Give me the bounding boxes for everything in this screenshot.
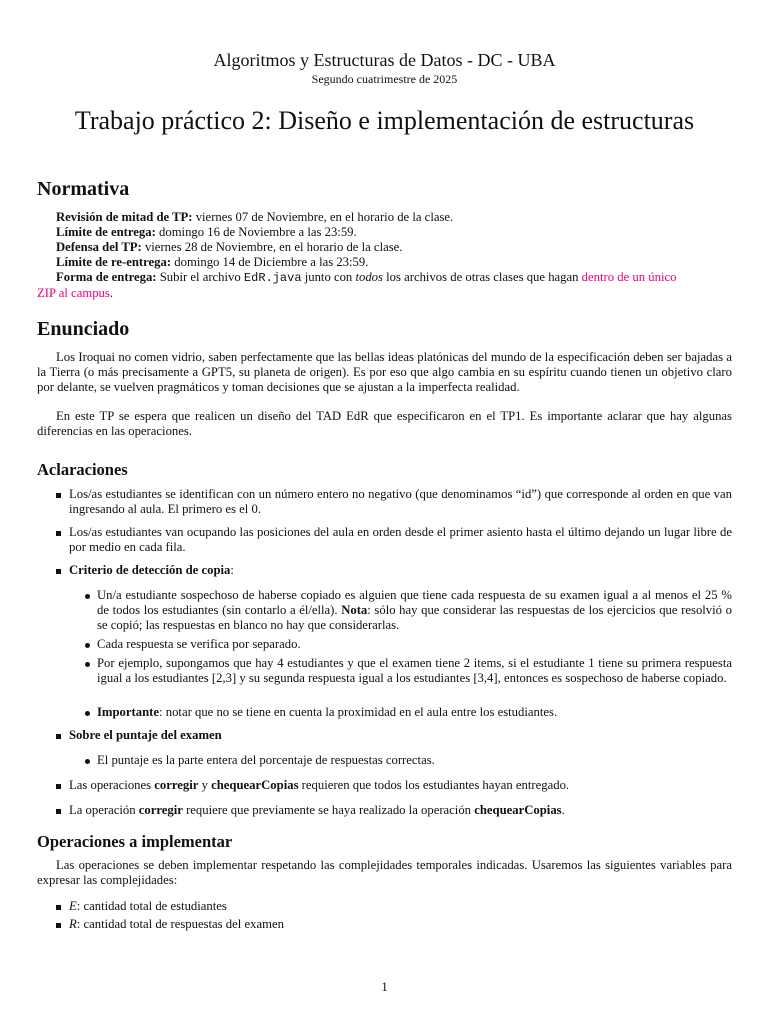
- puntaje-label: Sobre el puntaje del examen: [69, 728, 222, 742]
- zip-link[interactable]: dentro de un único: [581, 270, 677, 284]
- criterio-tail: :: [230, 563, 234, 577]
- normativa-label: Límite de re-entrega:: [56, 255, 172, 269]
- forma-label: Forma de entrega:: [56, 270, 157, 284]
- subitem-text: : notar que no se tiene en cuenta la proximidad en el aula entre los estudiantes.: [159, 705, 558, 719]
- importante-label: Importante: [97, 705, 160, 719]
- normativa-label: Defensa del TP:: [56, 240, 142, 254]
- item-text: La operación: [69, 803, 139, 817]
- op-corregir: corregir: [154, 778, 199, 792]
- item-text: Las operaciones: [69, 778, 155, 792]
- subitem-text: : sólo hay que considerar las respuestas de los ejercicios que resolvió o se copió; las respuestas en blanco no hay que considerarlas.: [97, 603, 732, 632]
- round-bullet-icon: [85, 711, 90, 716]
- criterio-label: Criterio de detección de copia: [69, 563, 231, 577]
- forma-text: Subir el archivo: [156, 270, 244, 284]
- op-corregir: corregir: [138, 803, 183, 817]
- round-bullet-icon: [85, 662, 90, 667]
- operaciones-paragraph: Las operaciones se deben implementar respetando las complejidades temporales indicadas. Usaremos las siguientes variables para expresar las complejidades:: [37, 858, 732, 887]
- section-heading-enunciado: Enunciado: [37, 318, 130, 340]
- item-text: requiere que previamente se haya realizado la operación: [182, 803, 475, 817]
- course-name: Algoritmos y Estructuras de Datos - DC - UBA: [213, 50, 556, 70]
- item-text: : cantidad total de estudiantes: [76, 899, 227, 913]
- document-title: Trabajo práctico 2: Diseño e implementación de estructuras: [74, 106, 695, 135]
- round-bullet-icon: [85, 594, 90, 599]
- list-item: [69, 778, 732, 793]
- list-item: Los/as estudiantes se identifican con un número entero no negativo (que denominamos “id”) que corresponde al orden en que van ingresando al aula. El primero es el 0.: [69, 487, 732, 516]
- normativa-text: domingo 16 de Noviembre a las 23:59.: [155, 225, 357, 239]
- normativa-line: [56, 255, 368, 270]
- square-bullet-icon: [56, 569, 61, 574]
- square-bullet-icon: [56, 784, 61, 789]
- item-text: : cantidad total de respuestas del examen: [76, 917, 284, 931]
- enunciado-paragraph: Los Iroquai no comen vidrio, saben perfectamente que las bellas ideas platónicas del mundo de la especificación deben ser bajadas a la Tierra (o más precisamente a GPT5, su planeta de origen). Es por eso que algo cambia en su espíritu cuando tienen un objetivo claro por delante, se vuelven pragmáticos y toman decisiones que se ajustan a la imperfecta realidad.: [37, 350, 732, 394]
- list-subitem: [97, 705, 732, 720]
- subsection-heading-operaciones: Operaciones a implementar: [37, 832, 233, 851]
- round-bullet-icon: [85, 643, 90, 648]
- forma-text: los archivos de otras clases que hagan: [382, 270, 582, 284]
- normativa-text: viernes 28 de Noviembre, en el horario de la clase.: [141, 240, 403, 254]
- square-bullet-icon: [56, 531, 61, 536]
- round-bullet-icon: [85, 759, 90, 764]
- square-bullet-icon: [56, 923, 61, 928]
- normativa-text: viernes 07 de Noviembre, en el horario de la clase.: [192, 210, 454, 224]
- forma-text: .: [109, 286, 113, 300]
- normativa-label: Límite de entrega:: [56, 225, 156, 239]
- emphasis-todos: todos: [355, 270, 383, 284]
- list-item: [69, 803, 732, 818]
- zip-link[interactable]: ZIP al campus: [37, 286, 110, 300]
- normativa-line: [56, 240, 402, 255]
- list-item: [69, 899, 732, 914]
- item-text: requieren que todos los estudiantes hayan entregado.: [298, 778, 570, 792]
- term: Segundo cuatrimestre de 2025: [311, 72, 458, 86]
- list-item: [69, 563, 732, 578]
- item-text: .: [561, 803, 565, 817]
- nota-label: Nota: [341, 603, 368, 617]
- list-item: Los/as estudiantes van ocupando las posiciones del aula en orden desde el primer asiento hasta el último dejando un lugar libre de por medio en cada fila.: [69, 525, 732, 554]
- square-bullet-icon: [56, 493, 61, 498]
- enunciado-paragraph: En este TP se espera que realicen un diseño del TAD EdR que especificaron en el TP1. Es importante aclarar que hay algunas diferencias en las operaciones.: [37, 409, 732, 438]
- square-bullet-icon: [56, 809, 61, 814]
- op-chequear-copias: chequearCopias: [211, 778, 299, 792]
- square-bullet-icon: [56, 734, 61, 739]
- subsection-heading-aclaraciones: Aclaraciones: [37, 460, 128, 479]
- op-chequear-copias: chequearCopias: [474, 803, 562, 817]
- list-subitem: [97, 588, 732, 633]
- item-text: y: [198, 778, 212, 792]
- square-bullet-icon: [56, 905, 61, 910]
- variable-e: E: [69, 899, 77, 913]
- variable-r: R: [69, 917, 77, 931]
- forma-text: junto con: [301, 270, 356, 284]
- list-item: [69, 728, 732, 743]
- normativa-line: [56, 225, 357, 240]
- normativa-label: Revisión de mitad de TP:: [56, 210, 193, 224]
- normativa-line: [56, 210, 453, 225]
- filename-code: EdR.java: [243, 271, 302, 285]
- section-heading-normativa: Normativa: [37, 178, 130, 200]
- normativa-text: domingo 14 de Diciembre a las 23:59.: [171, 255, 369, 269]
- forma-de-entrega: [37, 270, 732, 301]
- subitem-text: Un/a estudiante sospechoso de haberse copiado es alguien que tiene cada respuesta de su examen igual a al menos el 25 % de todos los estudiantes (sin contarlo a él/ella).: [97, 588, 732, 617]
- list-subitem: Por ejemplo, supongamos que hay 4 estudiantes y que el examen tiene 2 items, si el estudiante 1 tiene su primera respuesta igual a los estudiantes [2,3] y su segunda respuesta igual a los estudiantes [3,4], entonces es sospechoso de haberse copiado.: [97, 656, 732, 685]
- list-subitem: Cada respuesta se verifica por separado.: [97, 637, 301, 651]
- list-subitem: El puntaje es la parte entera del porcentaje de respuestas correctas.: [97, 753, 435, 767]
- list-item: [69, 917, 732, 932]
- page-number: 1: [381, 980, 388, 994]
